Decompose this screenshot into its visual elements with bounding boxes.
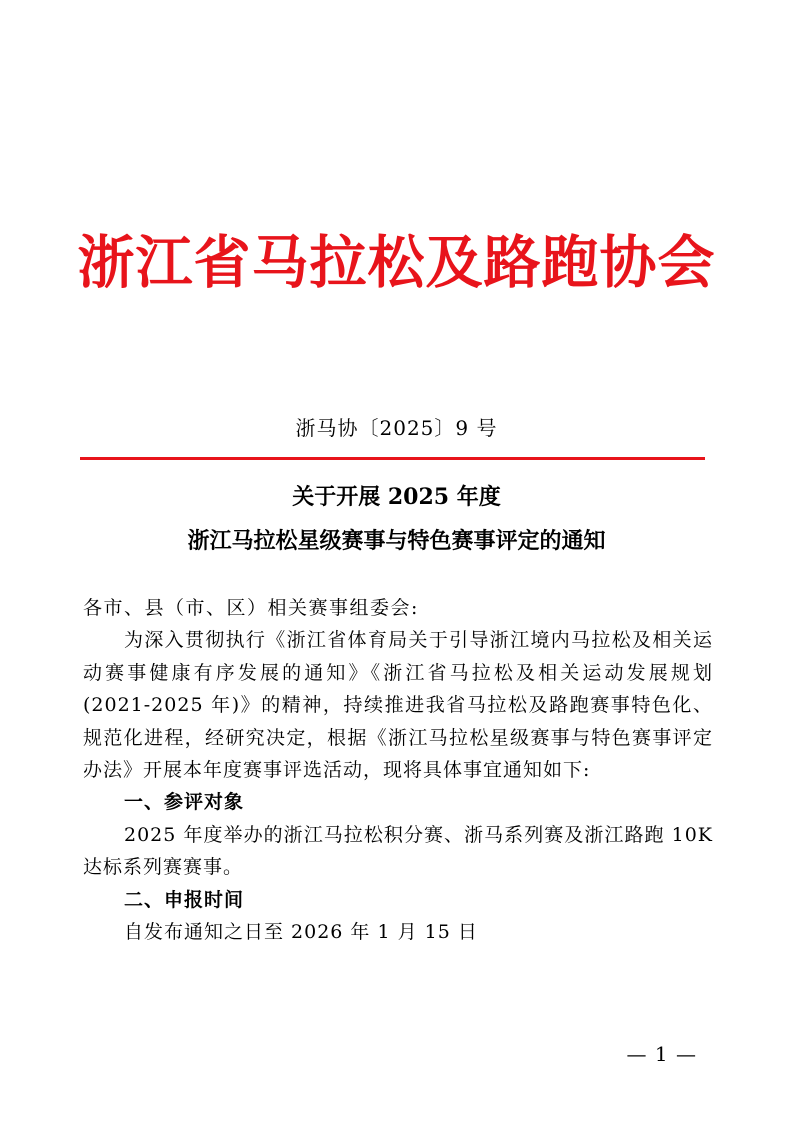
title-line-1: 关于开展 2025 年度 xyxy=(292,484,501,510)
section-heading-deadline: 二、申报时间 xyxy=(124,888,245,911)
salutation: 各市、县（市、区）相关赛事组委会: xyxy=(83,597,419,619)
masthead-organization-name: 浙江省马拉松及路跑协会 xyxy=(77,230,716,296)
page-number: — 1 — xyxy=(626,1042,697,1066)
section-text-deadline: 自发布通知之日至 2026 年 1 月 15 日 xyxy=(124,921,478,944)
title-line-2: 浙江马拉松星级赛事与特色赛事评定的通知 xyxy=(187,528,606,554)
intro-paragraph: 为深入贯彻执行《浙江省体育局关于引导浙江境内马拉松及相关运动赛事健康有序发展的通知》《浙江省马拉松及相关运动发展规划(2021-2025 年)》的精神，持续推进我省马拉松及路跑赛事特色化、规范化进程，经研究决定，根据《浙江马拉松星级赛事与特色赛事评定办法》开展本年度赛事评选活动，现将具体事宜通知如下: xyxy=(83,629,713,782)
document-number: 浙马协〔2025〕9 号 xyxy=(295,416,498,440)
section-heading-participants: 一、参评对象 xyxy=(124,791,245,814)
red-divider-line xyxy=(80,457,705,460)
document-body xyxy=(83,592,713,948)
section-text-participants: 2025 年度举办的浙江马拉松积分赛、浙马系列赛及浙江路跑 10K 达标系列赛赛事。 xyxy=(83,823,713,879)
